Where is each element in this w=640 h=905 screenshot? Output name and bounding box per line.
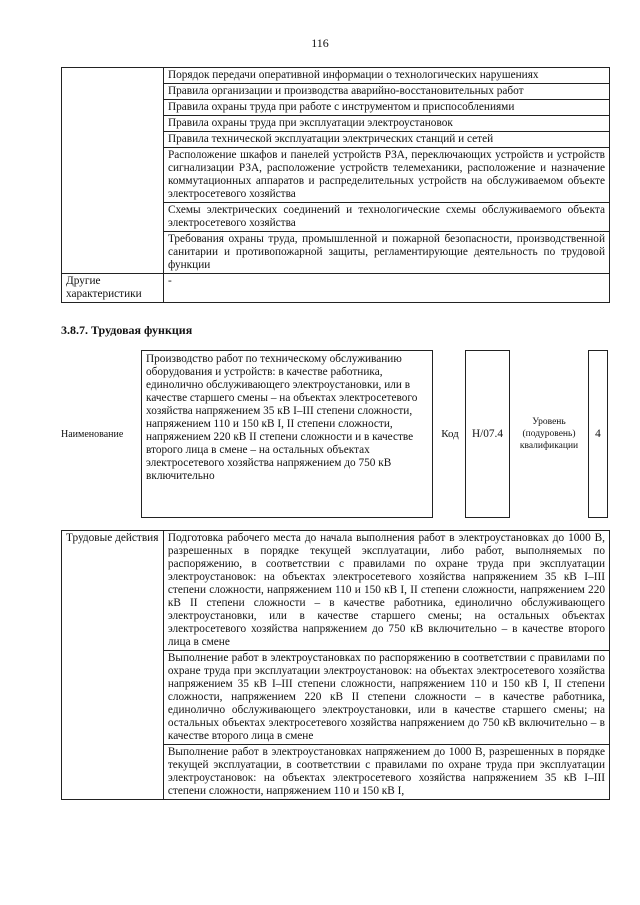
labor-action-item: Выполнение работ в электроустановках напряжением до 1000 В, разрешенных в порядке текущей эксплуатации, в соответствии с правилами по охране труда при эксплуатации электроустановок: на объектах электросетевого хозяйства напряжением 35 кВ I–III степени сложности, напряжением 110 и 150 кВ I, — [163, 745, 609, 800]
level-label: Уровень (подуровень) квалификации — [519, 417, 579, 451]
table-row — [62, 274, 610, 303]
labor-action-item: Подготовка рабочего места до начала выполнения работ в электроустановках до 1000 В, разрешенных в порядке текущей эксплуатации, либо работ, выполняемых по распоряжению, в соответствии с правилами по охране труда при эксплуатации электроустановок: на объектах электросетевого хозяйства напряжением 35 кВ I–III степени сложности, напряжением 110 и 150 кВ I, II степени сложности, напряжением 220 кВ II степени сложности – в качестве работника, единолично обслуживающего электроустановки, или в качестве старшего смены; на остальных объектах электросетевого хозяйства напряжением до 750 кВ включительно – в качестве второго лица в смене — [163, 531, 609, 651]
other-characteristics-label: Другие характеристики — [62, 274, 164, 303]
level-value: 4 — [595, 428, 601, 440]
section-heading: 3.8.7. Трудовая функция — [61, 323, 193, 337]
labor-action-item: Выполнение работ в электроустановках по распоряжению в соответствии с правилами по охране труда при эксплуатации электроустановок: на объектах электросетевого хозяйства напряжением 35 кВ I–III степени сложности, напряжением 110 и 150 кВ I, II степени сложности, напряжением 220 кВ II степени сложности – в качестве работника, единолично обслуживающего электроустановки, или в качестве старшего смены; на остальных объектах электросетевого хозяйства напряжением до 750 кВ включительно – в качестве второго лица в смене — [163, 651, 609, 745]
code-box — [465, 350, 510, 518]
empty-label-cell — [62, 68, 164, 274]
code-value: H/07.4 — [471, 428, 504, 440]
function-name-text: Производство работ по техническому обслуживанию оборудования и устройств: в качестве работника, единолично обслуживающего электроустановки, или в качестве старшего смены – на объектах электросетевого хозяйства напряжением 35 кВ I–III степени сложности, напряжением 110 и 150 кВ I, II степени сложности, напряжением 220 кВ II степени сложности и в качестве второго лица в смене – на остальных объектах электросетевого хозяйства напряжением до 750 кВ включительно — [146, 353, 418, 482]
knowledge-item: Правила технической эксплуатации электрических станций и сетей — [163, 132, 609, 148]
labor-actions-table — [61, 530, 610, 800]
other-characteristics-value: - — [163, 274, 609, 303]
name-label: Наименование — [61, 428, 124, 440]
labor-actions-label: Трудовые действия — [62, 531, 164, 800]
knowledge-item: Правила охраны труда при эксплуатации электроустановок — [163, 116, 609, 132]
knowledge-item: Требования охраны труда, промышленной и пожарной безопасности, производственной санитарии и противопожарной защиты, регламентирующие деятельность по трудовой функции — [163, 232, 609, 274]
level-box — [588, 350, 608, 518]
knowledge-item: Правила организации и производства аварийно-восстановительных работ — [163, 84, 609, 100]
knowledge-item: Расположение шкафов и панелей устройств РЗА, переключающих устройств и устройств сигнализации РЗА, расположение устройств телемеханики, расположение и назначение коммутационных аппаратов и распределительных устройств на обслуживаемом объекте электросетевого хозяйства — [163, 148, 609, 203]
table-row — [62, 531, 610, 651]
knowledge-item: Правила охраны труда при работе с инструментом и приспособлениями — [163, 100, 609, 116]
function-name-box — [141, 350, 433, 518]
page-number: 116 — [311, 36, 329, 50]
knowledge-item: Порядок передачи оперативной информации о технологических нарушениях — [163, 68, 609, 84]
knowledge-table — [61, 67, 610, 303]
knowledge-item: Схемы электрических соединений и технологические схемы обслуживаемого объекта электросетевого хозяйства — [163, 203, 609, 232]
table-row — [62, 68, 610, 84]
code-label: Код — [441, 428, 459, 440]
